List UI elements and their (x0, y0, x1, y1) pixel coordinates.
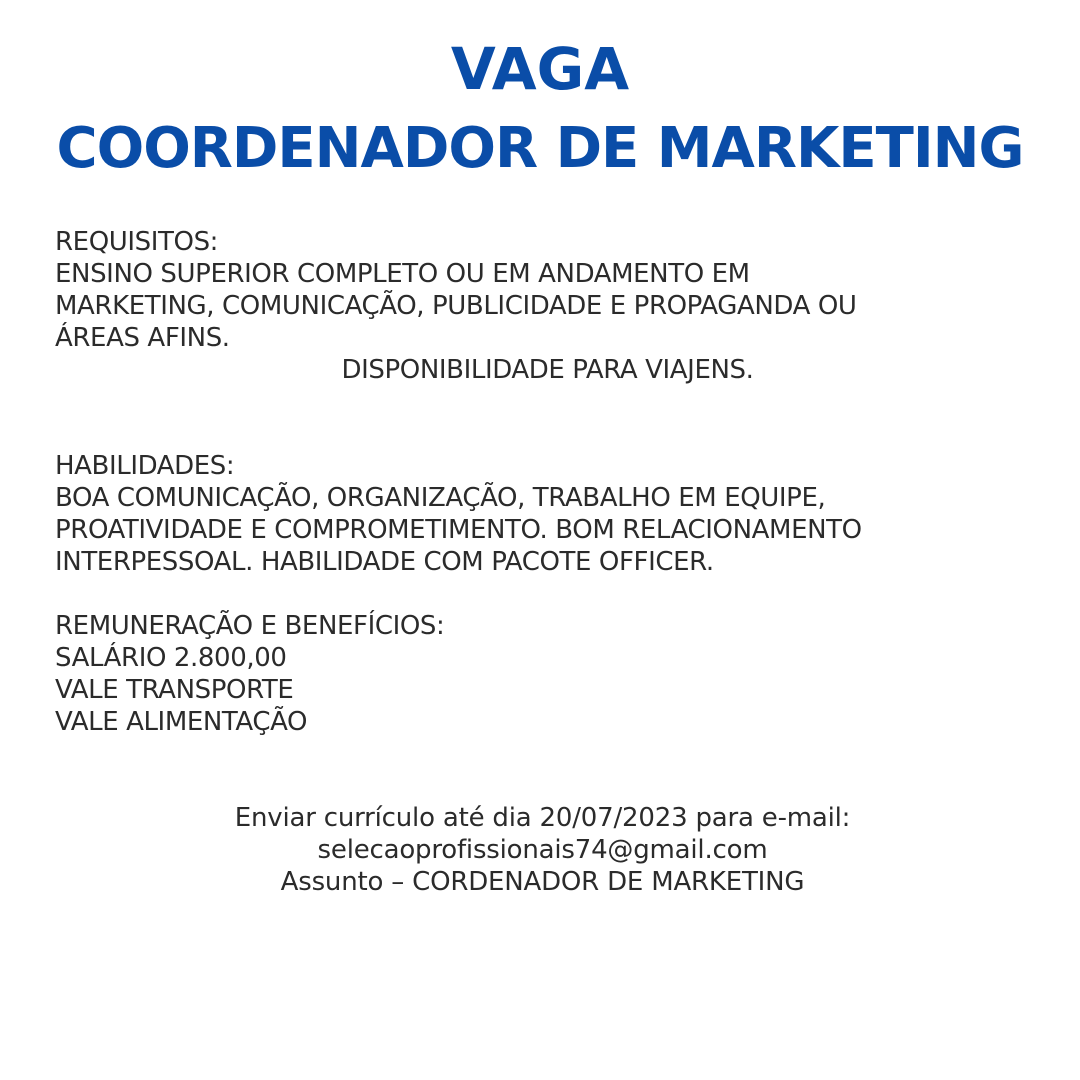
requisitos-line: MARKETING, COMUNICAÇÃO, PUBLICIDADE E PROPAGANDA OU (55, 291, 857, 321)
title-vaga: VAGA (450, 35, 630, 103)
requisitos-section (55, 226, 1045, 354)
contato-instruction: Enviar currículo até dia 20/07/2023 para e-mail: (234, 803, 851, 833)
remuneracao-item: VALE TRANSPORTE (55, 675, 294, 705)
habilidades-line: PROATIVIDADE E COMPROMETIMENTO. BOM RELACIONAMENTO (55, 515, 862, 545)
contato-subject: Assunto – CORDENADOR DE MARKETING (280, 867, 805, 897)
remuneracao-section (55, 610, 1045, 738)
title-job-name: COORDENADOR DE MARKETING (56, 116, 1024, 181)
contato-section (0, 802, 1080, 898)
remuneracao-item: SALÁRIO 2.800,00 (55, 643, 287, 673)
contato-email: selecaoprofissionais74@gmail.com (317, 835, 768, 865)
requisitos-heading: REQUISITOS: (55, 227, 219, 257)
requisitos-line: ENSINO SUPERIOR COMPLETO OU EM ANDAMENTO EM (55, 259, 750, 289)
requisitos-line: ÁREAS AFINS. (55, 323, 230, 353)
requisitos-disponibilidade: DISPONIBILIDADE PARA VIAJENS. (341, 355, 754, 385)
remuneracao-heading: REMUNERAÇÃO E BENEFÍCIOS: (55, 611, 445, 641)
habilidades-section (55, 450, 1045, 578)
habilidades-line: BOA COMUNICAÇÃO, ORGANIZAÇÃO, TRABALHO EM EQUIPE, (55, 483, 826, 513)
remuneracao-item: VALE ALIMENTAÇÃO (55, 707, 308, 737)
habilidades-heading: HABILIDADES: (55, 451, 235, 481)
habilidades-line: INTERPESSOAL. HABILIDADE COM PACOTE OFFICER. (55, 547, 714, 577)
